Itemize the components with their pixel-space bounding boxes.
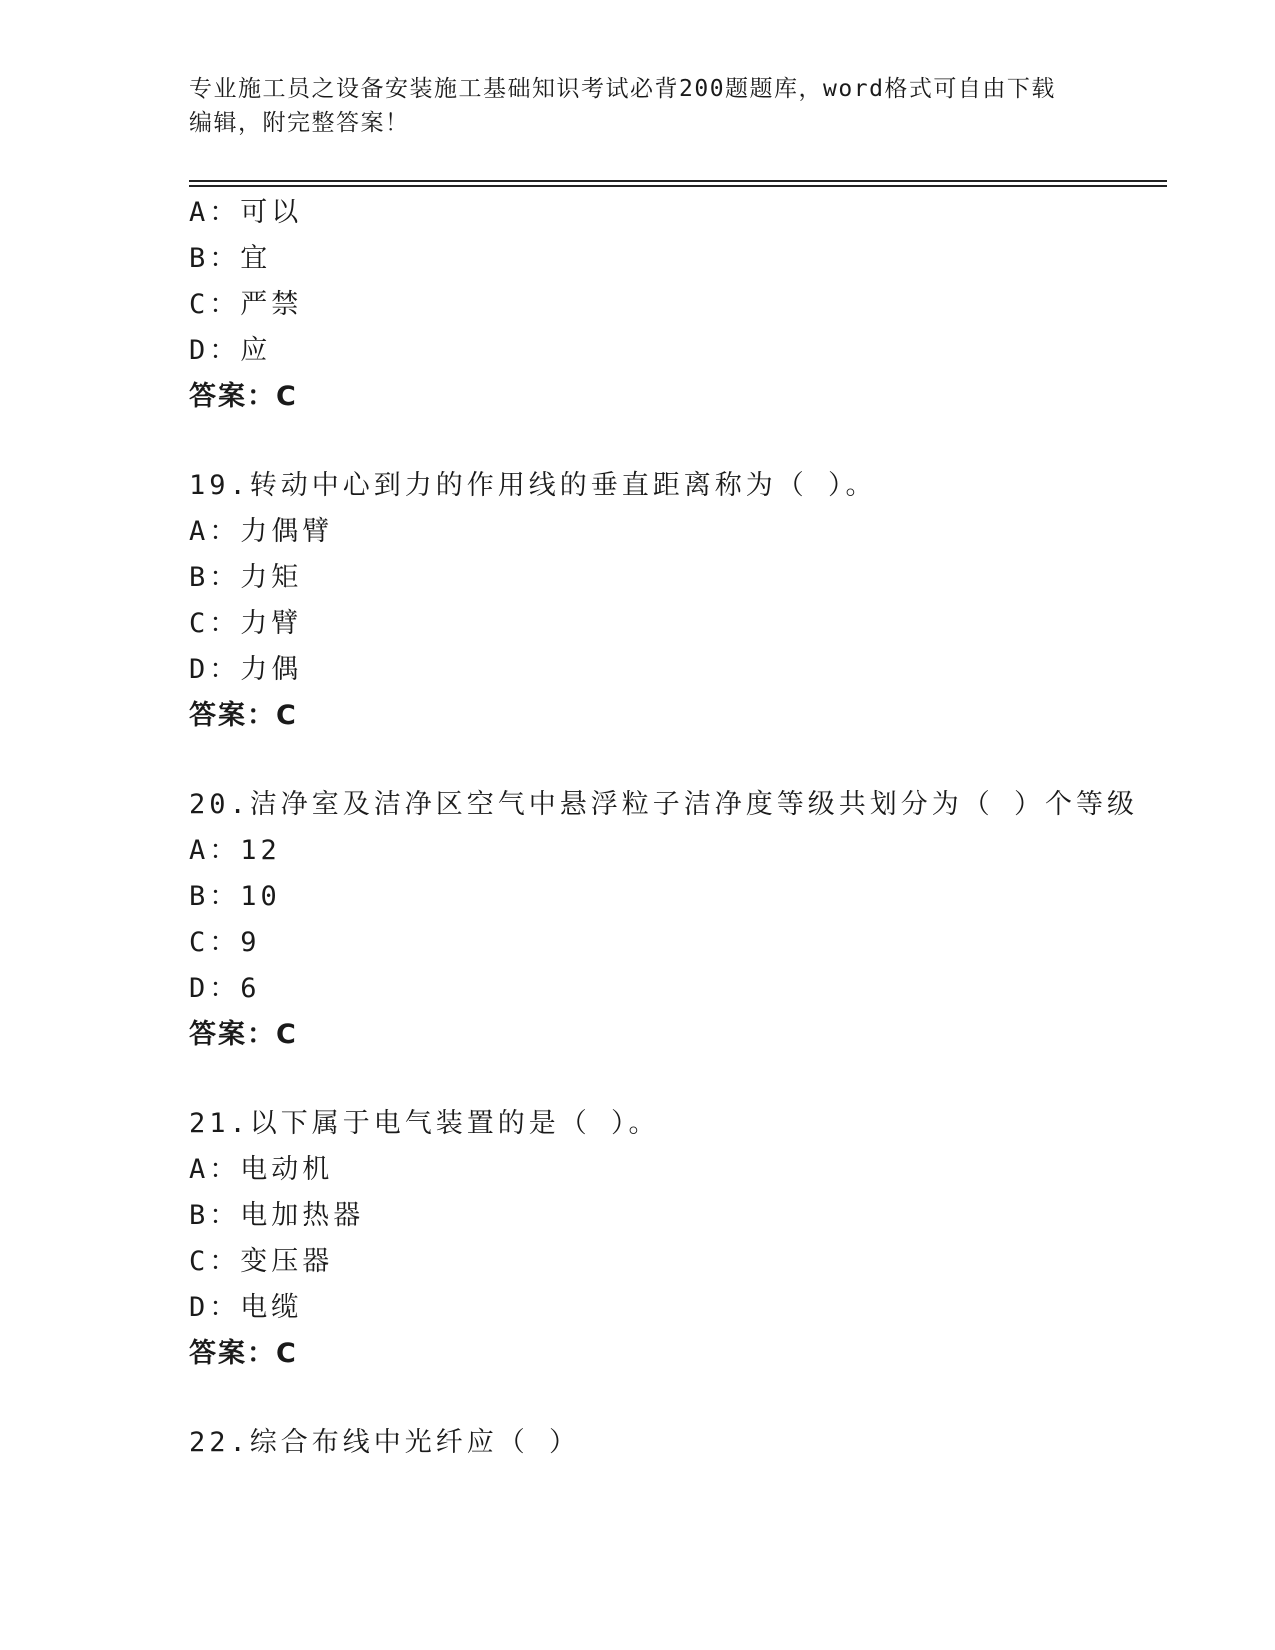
option-d: D：6 <box>189 973 261 1004</box>
option-c: C：力臂 <box>189 608 303 639</box>
option-b: B：宜 <box>189 243 272 274</box>
question-text: 21.以下属于电气装置的是（ ）。 <box>189 1108 660 1139</box>
option-d: D：电缆 <box>189 1292 303 1323</box>
question-text: 19.转动中心到力的作用线的垂直距离称为（ ）。 <box>189 470 877 501</box>
question-list <box>189 190 1169 1466</box>
document-header <box>189 72 1089 140</box>
option-d: D：应 <box>189 335 272 366</box>
answer-line: 答案：C <box>189 1019 298 1050</box>
question-21-block <box>189 1101 1169 1377</box>
header-divider-bottom <box>189 185 1167 187</box>
option-a: A：电动机 <box>189 1154 334 1185</box>
header-line-2: 编辑，附完整答案！ <box>189 110 410 136</box>
question-19-block <box>189 463 1169 739</box>
option-a: A：12 <box>189 835 281 866</box>
option-c: C：变压器 <box>189 1246 334 1277</box>
option-b: B：电加热器 <box>189 1200 365 1231</box>
option-a: A：可以 <box>189 197 303 228</box>
question-text: 20.洁净室及洁净区空气中悬浮粒子洁净度等级共划分为（ ）个等级 <box>189 789 1139 820</box>
question-22-block <box>189 1420 1169 1466</box>
answer-line: 答案：C <box>189 1338 298 1369</box>
option-d: D：力偶 <box>189 654 303 685</box>
option-b: B：10 <box>189 881 281 912</box>
answer-line: 答案：C <box>189 700 298 731</box>
question-text: 22.综合布线中光纤应（ ） <box>189 1427 581 1458</box>
question-18-block <box>189 190 1169 420</box>
option-c: C：9 <box>189 927 261 958</box>
question-20-block <box>189 782 1169 1058</box>
option-b: B：力矩 <box>189 562 303 593</box>
option-a: A：力偶臂 <box>189 516 334 547</box>
header-divider-top <box>189 180 1167 182</box>
header-line-1: 专业施工员之设备安装施工基础知识考试必背200题题库，word格式可自由下载 <box>189 76 1056 102</box>
answer-line: 答案：C <box>189 381 298 412</box>
option-c: C：严禁 <box>189 289 303 320</box>
